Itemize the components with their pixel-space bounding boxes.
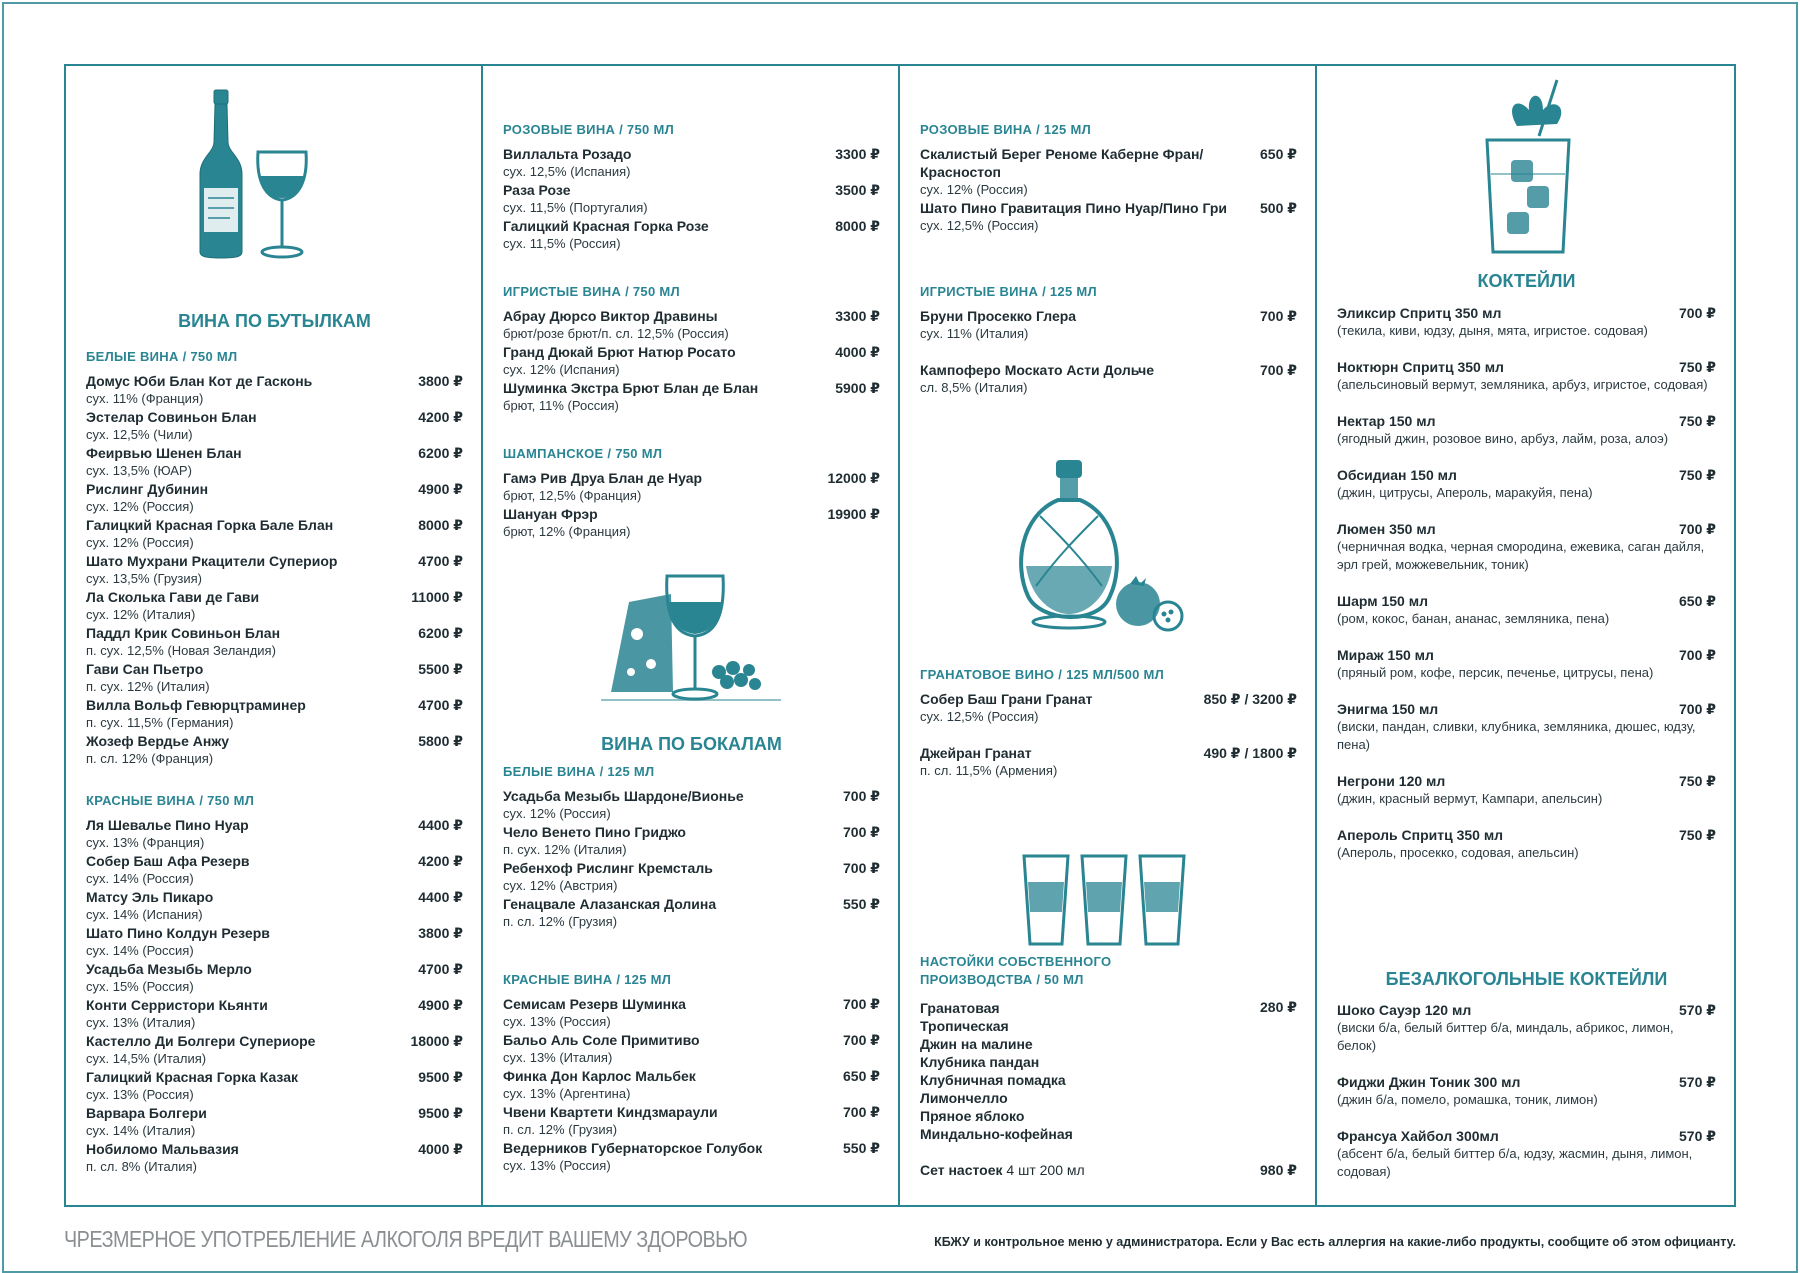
item-name: Шато Пино Колдун Резерв [86,925,270,941]
menu-item [503,895,880,931]
item-name: Ля Шевалье Пино Нуар [86,817,249,833]
menu-item [86,408,463,444]
item-name: Усадьба Мезыбь Мерло [86,961,252,977]
item-name: Нобиломо Мальвазия [86,1141,239,1157]
item-name: Шато Мухрани Ркацители Супериор [86,553,338,569]
item-price: 700 ₽ [843,824,880,840]
item-name: Финка Дон Карлос Мальбек [503,1068,696,1084]
menu-item [503,145,880,181]
tincture-item: Джин на малине [920,1036,1033,1052]
bottled-wines-title: ВИНА ПО БУТЫЛКАМ [178,311,371,331]
menu-item [920,145,1297,199]
item-price: 5500 ₽ [418,661,463,677]
item-price: 700 ₽ [843,860,880,876]
tincture-set-desc: 4 шт 200 мл [1006,1162,1085,1178]
menu-item [1337,1127,1716,1181]
item-description: сух. 11% (Италия) [920,326,1029,341]
item-price: 700 ₽ [1260,362,1297,378]
tincture-set-row [920,1161,1297,1179]
item-description: сух. 12% (Австрия) [503,878,618,893]
item-price: 570 ₽ [1679,1002,1716,1018]
menu-item [503,995,880,1031]
item-name: Чело Венето Пино Гриджо [503,824,686,840]
item-description: сух. 13% (Россия) [86,1087,194,1102]
tincture-item: Миндально-кофейная [920,1126,1073,1142]
item-name: Галицкий Красная Горка Казак [86,1069,298,1085]
menu-item [1337,520,1716,574]
menu-item [86,624,463,660]
sparkling-glass-title: ИГРИСТЫЕ ВИНА / 125 МЛ [920,284,1097,299]
item-price: 12000 ₽ [827,470,880,486]
item-price: 490 ₽ / 1800 ₽ [1203,745,1297,761]
item-price: 8000 ₽ [418,517,463,533]
item-description: брют/розе брют/п. сл. 12,5% (Россия) [503,326,729,341]
menu-item [503,1031,880,1067]
item-description: (джин, цитрусы, Апероль, маракуйя, пена) [1337,485,1593,500]
item-price: 4000 ₽ [835,344,880,360]
item-description: (черничная водка, черная смородина, ежевика, саган дайля, эрл грей, можжевельник, тоник) [1337,539,1705,572]
item-description: брют, 12,5% (Франция) [503,488,642,503]
tincture-set-price: 980 ₽ [1260,1162,1297,1178]
item-name: Чвени Квартети Киндзмараули [503,1104,718,1120]
menu-item [1337,412,1716,448]
tincture-item: Пряное яблоко [920,1108,1025,1124]
item-name: Феирвью Шенен Блан [86,445,242,461]
item-price: 19900 ₽ [827,506,880,522]
item-name: Варвара Болгери [86,1105,207,1121]
item-description: (абсент б/а, белый биттер б/а, юдзу, жасмин, дыня, лимон, содовая) [1337,1146,1693,1179]
rose-wines-section [503,122,880,253]
item-name: Собер Баш Грани Гранат [920,691,1093,707]
menu-item [920,199,1297,235]
menu-item [86,444,463,480]
item-description: сух. 13% (Россия) [503,1014,611,1029]
tinctures-title-line1: НАСТОЙКИ СОБСТВЕННОГО [920,954,1112,969]
item-description: сух. 13,5% (Грузия) [86,571,203,586]
rose-wines-title: РОЗОВЫЕ ВИНА / 750 МЛ [503,122,674,137]
menu-item [1337,1073,1716,1109]
tincture-item: Клубника пандан [920,1054,1040,1070]
item-price: 700 ₽ [843,1104,880,1120]
shot-glasses-illustration [1020,852,1190,952]
item-description: (Апероль, просекко, содовая, апельсин) [1337,845,1579,860]
menu-box [64,64,1736,1207]
item-description: п. сух. 11,5% (Германия) [86,715,234,730]
menu-item [1337,304,1716,340]
item-name: Бальо Аль Соле Примитиво [503,1032,700,1048]
menu-item [503,505,880,541]
menu-item [503,343,880,379]
non-alcoholic-cocktails-title: БЕЗАЛКОГОЛЬНЫЕ КОКТЕЙЛИ [1385,969,1668,989]
footer-note: КБЖУ и контрольное меню у администратора. Если у Вас есть аллергия на какие-либо продукты, сообщите об этом официанту. [934,1235,1736,1249]
menu-item [86,372,463,408]
menu-item [86,1068,463,1104]
menu-item [1337,646,1716,682]
item-description: п. сл. 11,5% (Армения) [920,763,1058,778]
item-name: Паддл Крик Совиньон Блан [86,625,281,641]
tincture-item: Клубничная помадка [920,1072,1066,1088]
red-wines-title: КРАСНЫЕ ВИНА / 750 МЛ [86,793,255,808]
item-description: сух. 13% (Франция) [86,835,205,850]
item-description: (пряный ром, кофе, персик, печенье, цитрусы, пена) [1337,665,1654,680]
item-price: 750 ₽ [1679,359,1716,375]
item-description: сух. 14% (Россия) [86,871,194,886]
menu-item [1337,358,1716,394]
item-description: (ягодный джин, розовое вино, арбуз, лайм, роза, алоэ) [1337,431,1669,446]
item-name: Скалистый Берег Реноме Каберне Фран/Красностоп [920,146,1204,180]
menu-item [503,307,880,343]
item-price: 570 ₽ [1679,1128,1716,1144]
column-wines-2 [483,66,900,1205]
white-wines-title: БЕЛЫЕ ВИНА / 750 МЛ [86,349,238,364]
item-description: сух. 13,5% (ЮАР) [86,463,192,478]
menu-item [86,852,463,888]
item-price: 850 ₽ / 3200 ₽ [1203,691,1297,707]
cocktails-section [1337,304,1716,862]
menu-item [1337,466,1716,502]
champagne-section [503,446,880,541]
item-name: Шануан Фрэр [503,506,598,522]
item-name: Обсидиан 150 мл [1337,467,1457,483]
wine-bottle-illustration [184,84,334,264]
item-price: 4700 ₽ [418,961,463,977]
item-description: брют, 11% (Россия) [503,398,619,413]
item-name: Шато Пино Гравитация Пино Нуар/Пино Гри [920,200,1228,216]
item-price: 3800 ₽ [418,373,463,389]
item-price: 700 ₽ [843,788,880,804]
menu-item [503,379,880,415]
item-description: п. сл. 12% (Грузия) [503,1122,618,1137]
menu-item [86,960,463,996]
glass-wines-title: ВИНА ПО БОКАЛАМ [601,734,782,754]
tinctures-price: 280 ₽ [1260,999,1297,1015]
item-name: Эликсир Спритц 350 мл [1337,305,1502,321]
item-price: 9500 ₽ [418,1105,463,1121]
item-name: Шарм 150 мл [1337,593,1428,609]
item-price: 700 ₽ [1679,521,1716,537]
white-wines-section [86,349,463,768]
item-name: Нектар 150 мл [1337,413,1436,429]
item-name: Гамэ Рив Друа Блан де Нуар [503,470,703,486]
item-price: 5900 ₽ [835,380,880,396]
item-name: Негрони 120 мл [1337,773,1446,789]
item-price: 4200 ₽ [418,853,463,869]
item-description: п. сух. 12% (Италия) [86,679,210,694]
menu-item [1337,772,1716,808]
pomegranate-wine-section [920,667,1297,780]
item-name: Галицкий Красная Горка Бале Блан [86,517,334,533]
item-name: Мираж 150 мл [1337,647,1434,663]
item-description: сух. 12% (Испания) [503,362,620,377]
menu-item [503,1067,880,1103]
item-name: Бруни Просекко Глера [920,308,1077,324]
item-description: сух. 11% (Франция) [86,391,204,406]
item-price: 4700 ₽ [418,697,463,713]
menu-item [86,732,463,768]
item-name: Люмен 350 мл [1337,521,1436,537]
item-price: 4900 ₽ [418,481,463,497]
menu-item [86,480,463,516]
item-price: 700 ₽ [1260,308,1297,324]
column-wines-3 [900,66,1317,1205]
red-wines-section [86,793,463,1176]
item-price: 550 ₽ [843,896,880,912]
rose-glass-section [920,122,1297,235]
pomegranate-bottle-illustration [1010,456,1190,636]
item-price: 500 ₽ [1260,200,1297,216]
menu-item [503,217,880,253]
menu-item [920,361,1297,397]
item-description: сух. 12% (Россия) [86,535,194,550]
item-price: 18000 ₽ [410,1033,463,1049]
column-cocktails [1317,66,1734,1205]
item-name: Матсу Эль Пикаро [86,889,214,905]
item-description: сух. 12,5% (Чили) [86,427,193,442]
item-description: сух. 12% (Италия) [86,607,196,622]
item-name: Жозеф Вердье Анжу [86,733,230,749]
item-price: 4700 ₽ [418,553,463,569]
item-description: п. сл. 12% (Грузия) [503,914,618,929]
item-price: 3500 ₽ [835,182,880,198]
menu-item [503,859,880,895]
item-name: Джейран Гранат [920,745,1032,761]
item-description: сух. 14% (Италия) [86,1123,196,1138]
item-name: Семисам Резерв Шуминка [503,996,686,1012]
item-price: 750 ₽ [1679,467,1716,483]
column-bottled-wines [66,66,483,1205]
menu-item [503,823,880,859]
item-description: сух. 14% (Испания) [86,907,203,922]
menu-item [86,888,463,924]
menu-item [920,690,1297,726]
item-name: Вилла Вольф Гевюрцтраминер [86,697,306,713]
item-name: Шуминка Экстра Брют Блан де Блан [503,380,759,396]
red-glass-section [503,972,880,1175]
item-description: сух. 12,5% (Россия) [920,218,1039,233]
item-price: 6200 ₽ [418,445,463,461]
menu-item [86,696,463,732]
menu-item [1337,592,1716,628]
item-price: 700 ₽ [843,996,880,1012]
menu-item [86,588,463,624]
item-name: Ноктюрн Спритц 350 мл [1337,359,1504,375]
tincture-item: Лимончелло [920,1090,1008,1106]
menu-item [503,1103,880,1139]
item-name: Абрау Дюрсо Виктор Дравины [503,308,718,324]
menu-item [920,744,1297,780]
item-price: 8000 ₽ [835,218,880,234]
item-description: п. сух. 12,5% (Новая Зеландия) [86,643,276,658]
item-price: 700 ₽ [1679,701,1716,717]
menu-item [503,469,880,505]
menu-item [86,552,463,588]
tincture-set-name: Сет настоек [920,1162,1003,1178]
item-description: (ром, кокос, банан, ананас, земляника, пена) [1337,611,1610,626]
item-price: 650 ₽ [1260,146,1297,162]
item-name: Кампоферо Москато Асти Дольче [920,362,1155,378]
item-price: 9500 ₽ [418,1069,463,1085]
item-description: сух. 12,5% (Россия) [920,709,1039,724]
item-price: 650 ₽ [1679,593,1716,609]
item-name: Апероль Спритц 350 мл [1337,827,1504,843]
non-alcoholic-section [1337,1001,1716,1181]
item-name: Усадьба Мезыбь Шардоне/Вионье [503,788,744,804]
item-name: Ребенхоф Рислинг Кремсталь [503,860,713,876]
item-description: сух. 15% (Россия) [86,979,194,994]
item-description: сух. 13% (Россия) [503,1158,611,1173]
item-name: Виллальта Розадо [503,146,632,162]
item-description: брют, 12% (Франция) [503,524,631,539]
item-description: сух. 12,5% (Испания) [503,164,631,179]
cocktails-title: КОКТЕЙЛИ [1477,271,1576,291]
champagne-title: ШАМПАНСКОЕ / 750 МЛ [503,446,663,461]
pomegranate-wine-title: ГРАНАТОВОЕ ВИНО / 125 МЛ/500 МЛ [920,667,1165,682]
item-price: 650 ₽ [843,1068,880,1084]
menu-item [86,660,463,696]
item-price: 6200 ₽ [418,625,463,641]
item-description: (джин, красный вермут, Кампари, апельсин) [1337,791,1603,806]
item-price: 4200 ₽ [418,409,463,425]
item-description: сух. 13% (Аргентина) [503,1086,631,1101]
item-description: сух. 11,5% (Россия) [503,236,621,251]
item-description: сух. 14,5% (Италия) [86,1051,207,1066]
item-price: 3300 ₽ [835,308,880,324]
menu-item [86,816,463,852]
item-description: сух. 11,5% (Португалия) [503,200,648,215]
item-price: 3300 ₽ [835,146,880,162]
item-price: 11000 ₽ [411,589,463,605]
item-price: 4400 ₽ [418,817,463,833]
item-price: 4000 ₽ [418,1141,463,1157]
tinctures-section [920,953,1297,1179]
menu-item [1337,1001,1716,1055]
item-description: п. сл. 8% (Италия) [86,1159,197,1174]
item-name: Шоко Сауэр 120 мл [1337,1002,1472,1018]
menu-item [86,924,463,960]
item-price: 750 ₽ [1679,413,1716,429]
tincture-item: Тропическая [920,1018,1009,1034]
sparkling-wines-title: ИГРИСТЫЕ ВИНА / 750 МЛ [503,284,680,299]
item-description: сух. 12% (Россия) [86,499,194,514]
item-name: Энигма 150 мл [1337,701,1439,717]
item-description: (виски б/а, белый биттер б/а, миндаль, абрикос, лимон, белок) [1337,1020,1674,1053]
item-description: сл. 8,5% (Италия) [920,380,1028,395]
item-description: сух. 14% (Россия) [86,943,194,958]
item-name: Гави Сан Пьетро [86,661,204,677]
item-name: Генацвале Алазанская Долина [503,896,717,912]
menu-item [503,1139,880,1175]
menu-item [503,787,880,823]
item-name: Раза Розе [503,182,571,198]
item-name: Кастелло Ди Болгери Супериоре [86,1033,316,1049]
menu-item [86,516,463,552]
item-price: 5800 ₽ [418,733,463,749]
item-price: 700 ₽ [1679,647,1716,663]
alcohol-warning: ЧРЕЗМЕРНОЕ УПОТРЕБЛЕНИЕ АЛКОГОЛЯ ВРЕДИТ ВАШЕМУ ЗДОРОВЬЮ [64,1226,748,1252]
item-price: 750 ₽ [1679,827,1716,843]
item-price: 4900 ₽ [418,997,463,1013]
item-name: Гранд Дюкай Брют Натюр Росато [503,344,736,360]
sparkling-wines-section [503,284,880,415]
white-glass-title: БЕЛЫЕ ВИНА / 125 МЛ [503,764,655,779]
cheese-glass-grapes-illustration [601,572,781,712]
white-glass-section [503,764,880,931]
sparkling-glass-section [920,284,1297,397]
tincture-item: Гранатовая [920,1000,1000,1016]
item-description: сух. 13% (Италия) [503,1050,613,1065]
item-name: Франсуа Хайбол 300мл [1337,1128,1499,1144]
tinctures-title-line2: ПРОИЗВОДСТВА / 50 МЛ [920,972,1084,987]
item-name: Эстелар Совиньон Блан [86,409,257,425]
menu-item [86,996,463,1032]
rose-glass-title: РОЗОВЫЕ ВИНА / 125 МЛ [920,122,1091,137]
item-name: Галицкий Красная Горка Розе [503,218,709,234]
item-name: Рислинг Дубинин [86,481,209,497]
item-name: Собер Баш Афа Резерв [86,853,250,869]
menu-item [86,1140,463,1176]
item-description: сух. 13% (Италия) [86,1015,196,1030]
item-price: 700 ₽ [843,1032,880,1048]
menu-item [1337,826,1716,862]
item-description: (виски, пандан, сливки, клубника, земляника, дюшес, юдзу, пена) [1337,719,1696,752]
red-glass-title: КРАСНЫЕ ВИНА / 125 МЛ [503,972,672,987]
menu-item [503,181,880,217]
item-description: (текила, киви, юдзу, дыня, мята, игристое. содовая) [1337,323,1648,338]
item-description: (апельсиновый вермут, земляника, арбуз, игристое, содовая) [1337,377,1708,392]
item-name: Ла Сколька Гави де Гави [86,589,260,605]
item-name: Домус Юби Блан Кот де Гасконь [86,373,313,389]
item-price: 570 ₽ [1679,1074,1716,1090]
item-description: п. сух. 12% (Италия) [503,842,627,857]
item-price: 550 ₽ [843,1140,880,1156]
cocktail-glass-illustration [1477,76,1587,256]
menu-item [86,1032,463,1068]
item-price: 3800 ₽ [418,925,463,941]
item-name: Конти Серристори Кьянти [86,997,268,1013]
item-price: 700 ₽ [1679,305,1716,321]
menu-item [86,1104,463,1140]
item-name: Ведерников Губернаторское Голубок [503,1140,763,1156]
item-description: сух. 12% (Россия) [503,806,611,821]
menu-item [1337,700,1716,754]
item-price: 750 ₽ [1679,773,1716,789]
item-price: 4400 ₽ [418,889,463,905]
menu-item [920,307,1297,343]
item-description: сух. 12% (Россия) [920,182,1028,197]
item-description: п. сл. 12% (Франция) [86,751,214,766]
item-description: (джин б/а, помело, ромашка, тоник, лимон) [1337,1092,1598,1107]
item-name: Фиджи Джин Тоник 300 мл [1337,1074,1521,1090]
